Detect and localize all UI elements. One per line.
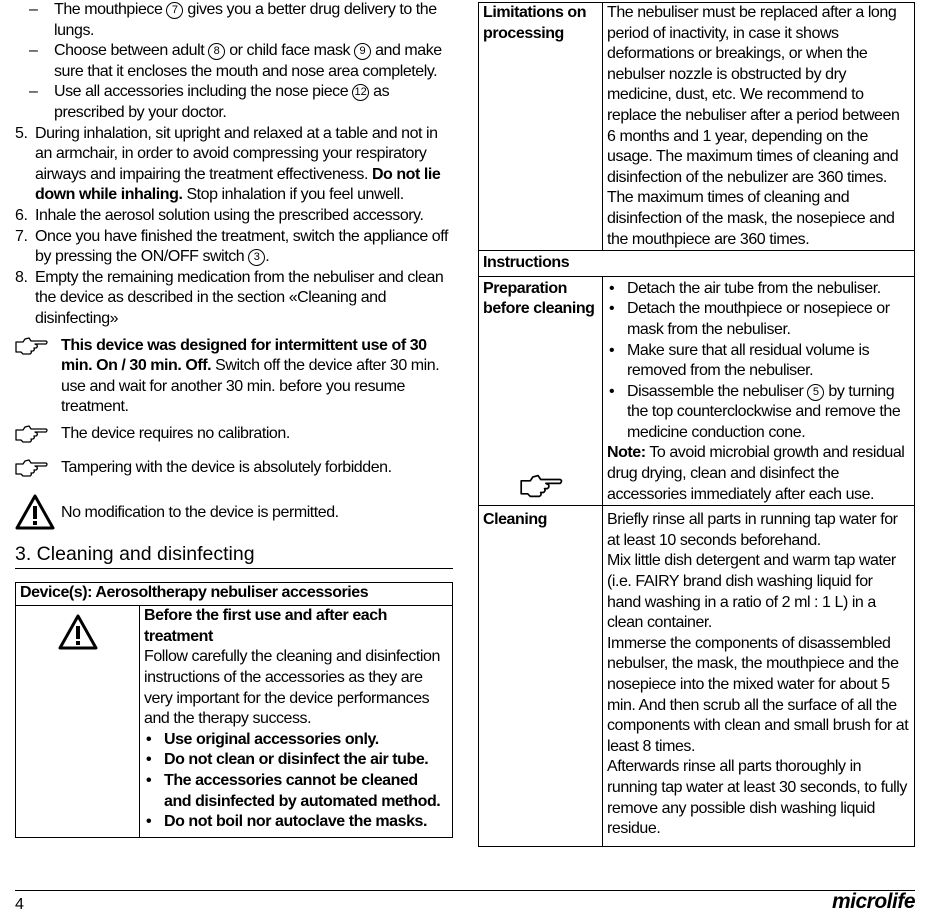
note-calibration: The device requires no calibration. xyxy=(15,424,453,445)
row-label: Instructions xyxy=(479,251,915,277)
warning-modification: No modification to the device is permitted. xyxy=(15,503,453,524)
warning-icon xyxy=(15,494,55,530)
step-6: 6. Inhale the aerosol solution using the prescribed accessory. xyxy=(15,206,424,224)
page-number: 4 xyxy=(15,896,24,913)
reference-number: 3 xyxy=(248,249,265,266)
list-item: – The mouthpiece 7 gives you a better drug delivery to the lungs. xyxy=(15,0,453,41)
table-row xyxy=(479,276,915,506)
right-column xyxy=(478,2,915,847)
section-title: 3. Cleaning and disinfecting xyxy=(15,544,453,570)
pointing-hand-icon xyxy=(15,336,49,356)
step-7: 7. Once you have finished the treatment, switch the appliance off by pressing the ON/OFF switch 3 . xyxy=(15,227,448,266)
cell-body: Follow carefully the cleaning and disinfection instructions of the accessories as they are very important for the device performances and the therapy success. xyxy=(144,648,440,728)
table-row xyxy=(479,251,915,277)
table-row xyxy=(479,506,915,847)
row-label-cell: Preparation before cleaning xyxy=(479,276,603,506)
reference-number: 7 xyxy=(166,2,183,19)
list-item: • Disassemble the nebuliser 5 by turning the top counterclockwise and remove the medicine conduction cone. xyxy=(607,382,910,444)
cell-title: Before the first use and after each treatment xyxy=(144,607,387,645)
list-item: – Choose between adult 8 or child face mask 9 and make sure that it encloses the mouth and nose area completely. xyxy=(15,41,453,82)
list-item: • Do not clean or disinfect the air tube. xyxy=(144,750,448,771)
left-column xyxy=(15,0,453,838)
accessories-table xyxy=(15,582,453,838)
list-item: – Use all accessories including the nose piece 12 as prescribed by your doctor. xyxy=(15,82,453,123)
step-8: 8. Empty the remaining medication from the nebuliser and clean the device as described in the section «Cleaning and disinfecting» xyxy=(15,268,444,327)
list-item: • The accessories cannot be cleaned and disinfected by automated method. xyxy=(144,771,448,812)
row-content: The nebuliser must be replaced after a long period of inactivity, in case it shows deformations or breakings, or when the nebulser nozzle is obstructed by dry medicine, dust, etc. We recommend to replace the nebuliser after a period between 6 months and 1 year, depending on the usage. The maximum times of cleaning and disinfection of the nebulizer are 360 times. The maximum times of cleaning and disinfection of the mask, the nosepiece and the mouthpiece are 360 times. xyxy=(603,3,915,251)
list-item: • Make sure that all residual volume is removed from the nebuliser. xyxy=(607,341,910,382)
pointing-hand-icon xyxy=(15,458,49,478)
pointing-hand-icon xyxy=(519,473,565,499)
list-item: • Detach the mouthpiece or nosepiece or mask from the nebuliser. xyxy=(607,299,910,340)
row-content xyxy=(603,276,915,506)
row-content: Briefly rinse all parts in running tap water for at least 10 seconds beforehand. Mix little dish detergent and warm tap water (i.e. FAIRY brand dish washing liquid for hand washing in a ratio of 2 ml : 1 L) in a clean container. Immerse the components of disassembled nebulser, the mask, the mouthpiece and the nosepiece into the mixed water for about 5 min. And then scrub all the surface of all the components with clean and small brush for at least 8 times. Afterwards rinse all parts thoroughly in running tap water at least 30 seconds, to fully remove any possible dish washing liquid residue. xyxy=(603,506,915,847)
warning-cell xyxy=(16,606,140,838)
list-item: • Do not boil nor autoclave the masks. xyxy=(144,812,448,833)
table-header: Device(s): Aerosoltherapy nebuliser accessories xyxy=(16,583,453,606)
step-5: 5. During inhalation, sit upright and relaxed at a table and not in an armchair, in order to avoid compressing your respiratory airways and impairing the treatment effectiveness. Do not lie down while inhaling. Stop inhalation if you feel unwell. xyxy=(15,124,441,204)
instructions-cell xyxy=(140,606,453,838)
reference-number: 12 xyxy=(352,84,369,101)
row-label: Cleaning xyxy=(479,506,603,847)
reference-number: 9 xyxy=(354,43,371,60)
note-text: Note: To avoid microbial growth and residual drug drying, clean and disinfect the accessories immediately after each use. xyxy=(607,444,905,503)
note-intermittent-use: This device was designed for intermittent use of 30 min. On / 30 min. Off. Switch off the device after 30 min. use and wait for another 30 min. before you resume treatment. xyxy=(15,336,453,418)
row-label: Limitations on processing xyxy=(479,3,603,251)
list-item: • Use original accessories only. xyxy=(144,730,448,751)
footer-divider xyxy=(15,890,915,891)
bullet-list xyxy=(144,730,448,833)
warning-icon xyxy=(58,614,98,650)
note-tampering: Tampering with the device is absolutely forbidden. xyxy=(15,458,453,479)
brand-logo: microlife xyxy=(831,890,915,913)
table-row xyxy=(479,3,915,251)
pointing-hand-icon xyxy=(15,424,49,444)
processing-table xyxy=(478,2,915,847)
reference-number: 8 xyxy=(208,43,225,60)
reference-number: 5 xyxy=(807,384,824,401)
list-item: • Detach the air tube from the nebuliser. xyxy=(607,279,910,300)
bullet-list xyxy=(607,279,910,444)
